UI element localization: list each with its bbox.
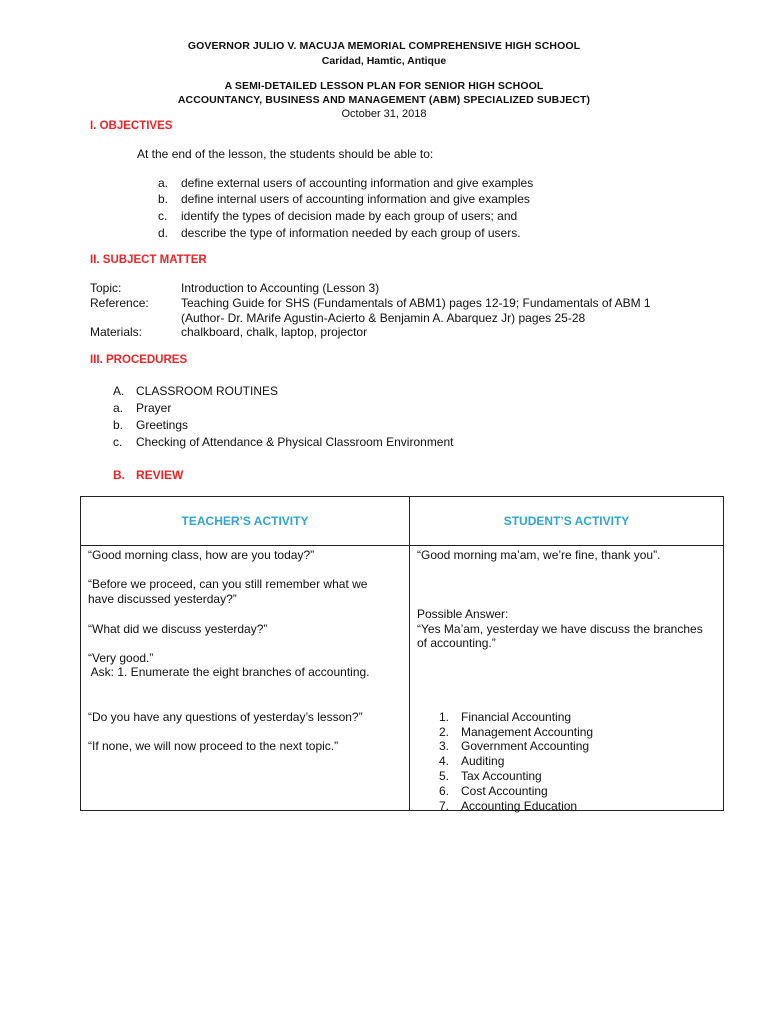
- student-greeting: “Good morning ma’am, we’re fine, thank you”.: [417, 548, 661, 562]
- procedures-heading: III. PROCEDURES: [90, 354, 188, 366]
- school-location: Caridad, Hamtic, Antique: [321, 55, 447, 67]
- plan-title: A SEMI-DETAILED LESSON PLAN FOR SENIOR HIGH SCHOOL: [224, 80, 544, 92]
- reference-value-line1: Teaching Guide for SHS (Fundamentals of ABM1) pages 12-19; Fundamentals of ABM 1: [181, 296, 651, 310]
- branch-name: Cost Accounting: [461, 784, 548, 798]
- branch-name: Management Accounting: [461, 725, 594, 739]
- branch-number: 3.: [439, 739, 450, 753]
- branch-number: 2.: [439, 725, 450, 739]
- teacher-activity-header: TEACHER’S ACTIVITY: [181, 514, 309, 528]
- teacher-line: “Do you have any questions of yesterday’s lesson?”: [88, 710, 363, 724]
- objectives-heading: I. OBJECTIVES: [90, 120, 173, 132]
- table-header-row: [81, 497, 724, 546]
- student-activity-header-cell: [410, 497, 724, 546]
- review-table: [80, 496, 724, 811]
- branch-name: Financial Accounting: [461, 710, 572, 724]
- review-title: REVIEW: [136, 468, 184, 482]
- objective-text: define external users of accounting information and give examples: [181, 176, 534, 190]
- teacher-line: Ask: 1. Enumerate the eight branches of accounting.: [88, 665, 370, 679]
- objectives-intro: At the end of the lesson, the students should be able to:: [137, 147, 434, 161]
- routine-text: Greetings: [136, 418, 189, 432]
- objective-text: define internal users of accounting information and give examples: [181, 192, 530, 206]
- branch-name: Auditing: [461, 754, 505, 768]
- branch-name: Tax Accounting: [461, 769, 542, 783]
- routine-letter: b.: [113, 418, 124, 432]
- routines-title: CLASSROOM ROUTINES: [136, 384, 279, 398]
- teacher-line: “If none, we will now proceed to the next topic.”: [88, 739, 339, 753]
- routine-text: Checking of Attendance & Physical Classroom Environment: [136, 435, 454, 449]
- student-activity-header: STUDENT’S ACTIVITY: [503, 514, 630, 528]
- reference-label: Reference:: [90, 296, 149, 310]
- subject-title: ACCOUNTANCY, BUSINESS AND MANAGEMENT (ABM) SPECIALIZED SUBJECT): [177, 94, 591, 106]
- objective-letter: a.: [158, 176, 169, 190]
- teacher-line: “Before we proceed, can you still remember what we: [88, 577, 368, 591]
- table-row: [81, 546, 724, 811]
- branch-number: 5.: [439, 769, 450, 783]
- branch-name: Accounting Education: [461, 799, 578, 813]
- teacher-line: “Good morning class, how are you today?”: [88, 548, 315, 562]
- routines-letter: A.: [113, 384, 125, 398]
- branch-number: 1.: [439, 710, 450, 724]
- materials-value: chalkboard, chalk, laptop, projector: [181, 325, 368, 339]
- materials-label: Materials:: [90, 325, 143, 339]
- teacher-line: “Very good.”: [88, 651, 154, 665]
- teacher-activity-header-cell: [81, 497, 410, 546]
- routine-letter: c.: [113, 435, 123, 449]
- review-letter: B.: [113, 468, 125, 482]
- reference-value-line2: (Author- Dr. MArife Agustin-Acierto & Benjamin A. Abarquez Jr) pages 25-28: [181, 311, 586, 325]
- teacher-activity-cell: [81, 546, 410, 811]
- topic-value: Introduction to Accounting (Lesson 3): [181, 281, 380, 295]
- branch-name: Government Accounting: [461, 739, 590, 753]
- routine-letter: a.: [113, 401, 124, 415]
- routine-text: Prayer: [136, 401, 172, 415]
- subject-matter-heading: II. SUBJECT MATTER: [90, 254, 207, 266]
- branch-number: 6.: [439, 784, 450, 798]
- possible-answer-label: Possible Answer:: [417, 607, 509, 621]
- objective-text: describe the type of information needed by each group of users.: [181, 226, 521, 240]
- objective-letter: c.: [158, 209, 168, 223]
- student-activity-cell: [410, 546, 724, 811]
- teacher-line: “What did we discuss yesterday?”: [88, 622, 268, 636]
- school-name: GOVERNOR JULIO V. MACUJA MEMORIAL COMPREHENSIVE HIGH SCHOOL: [187, 40, 581, 52]
- student-answer-line: of accounting.”: [417, 636, 496, 650]
- objective-letter: b.: [158, 192, 169, 206]
- objective-letter: d.: [158, 226, 169, 240]
- branch-number: 4.: [439, 754, 450, 768]
- teacher-line: have discussed yesterday?”: [88, 592, 237, 606]
- branch-number: 7.: [439, 799, 450, 813]
- topic-label: Topic:: [90, 281, 122, 295]
- objective-text: identify the types of decision made by each group of users; and: [181, 209, 518, 223]
- lesson-date: October 31, 2018: [341, 108, 427, 120]
- student-answer-line: “Yes Ma’am, yesterday we have discuss the branches: [417, 622, 703, 636]
